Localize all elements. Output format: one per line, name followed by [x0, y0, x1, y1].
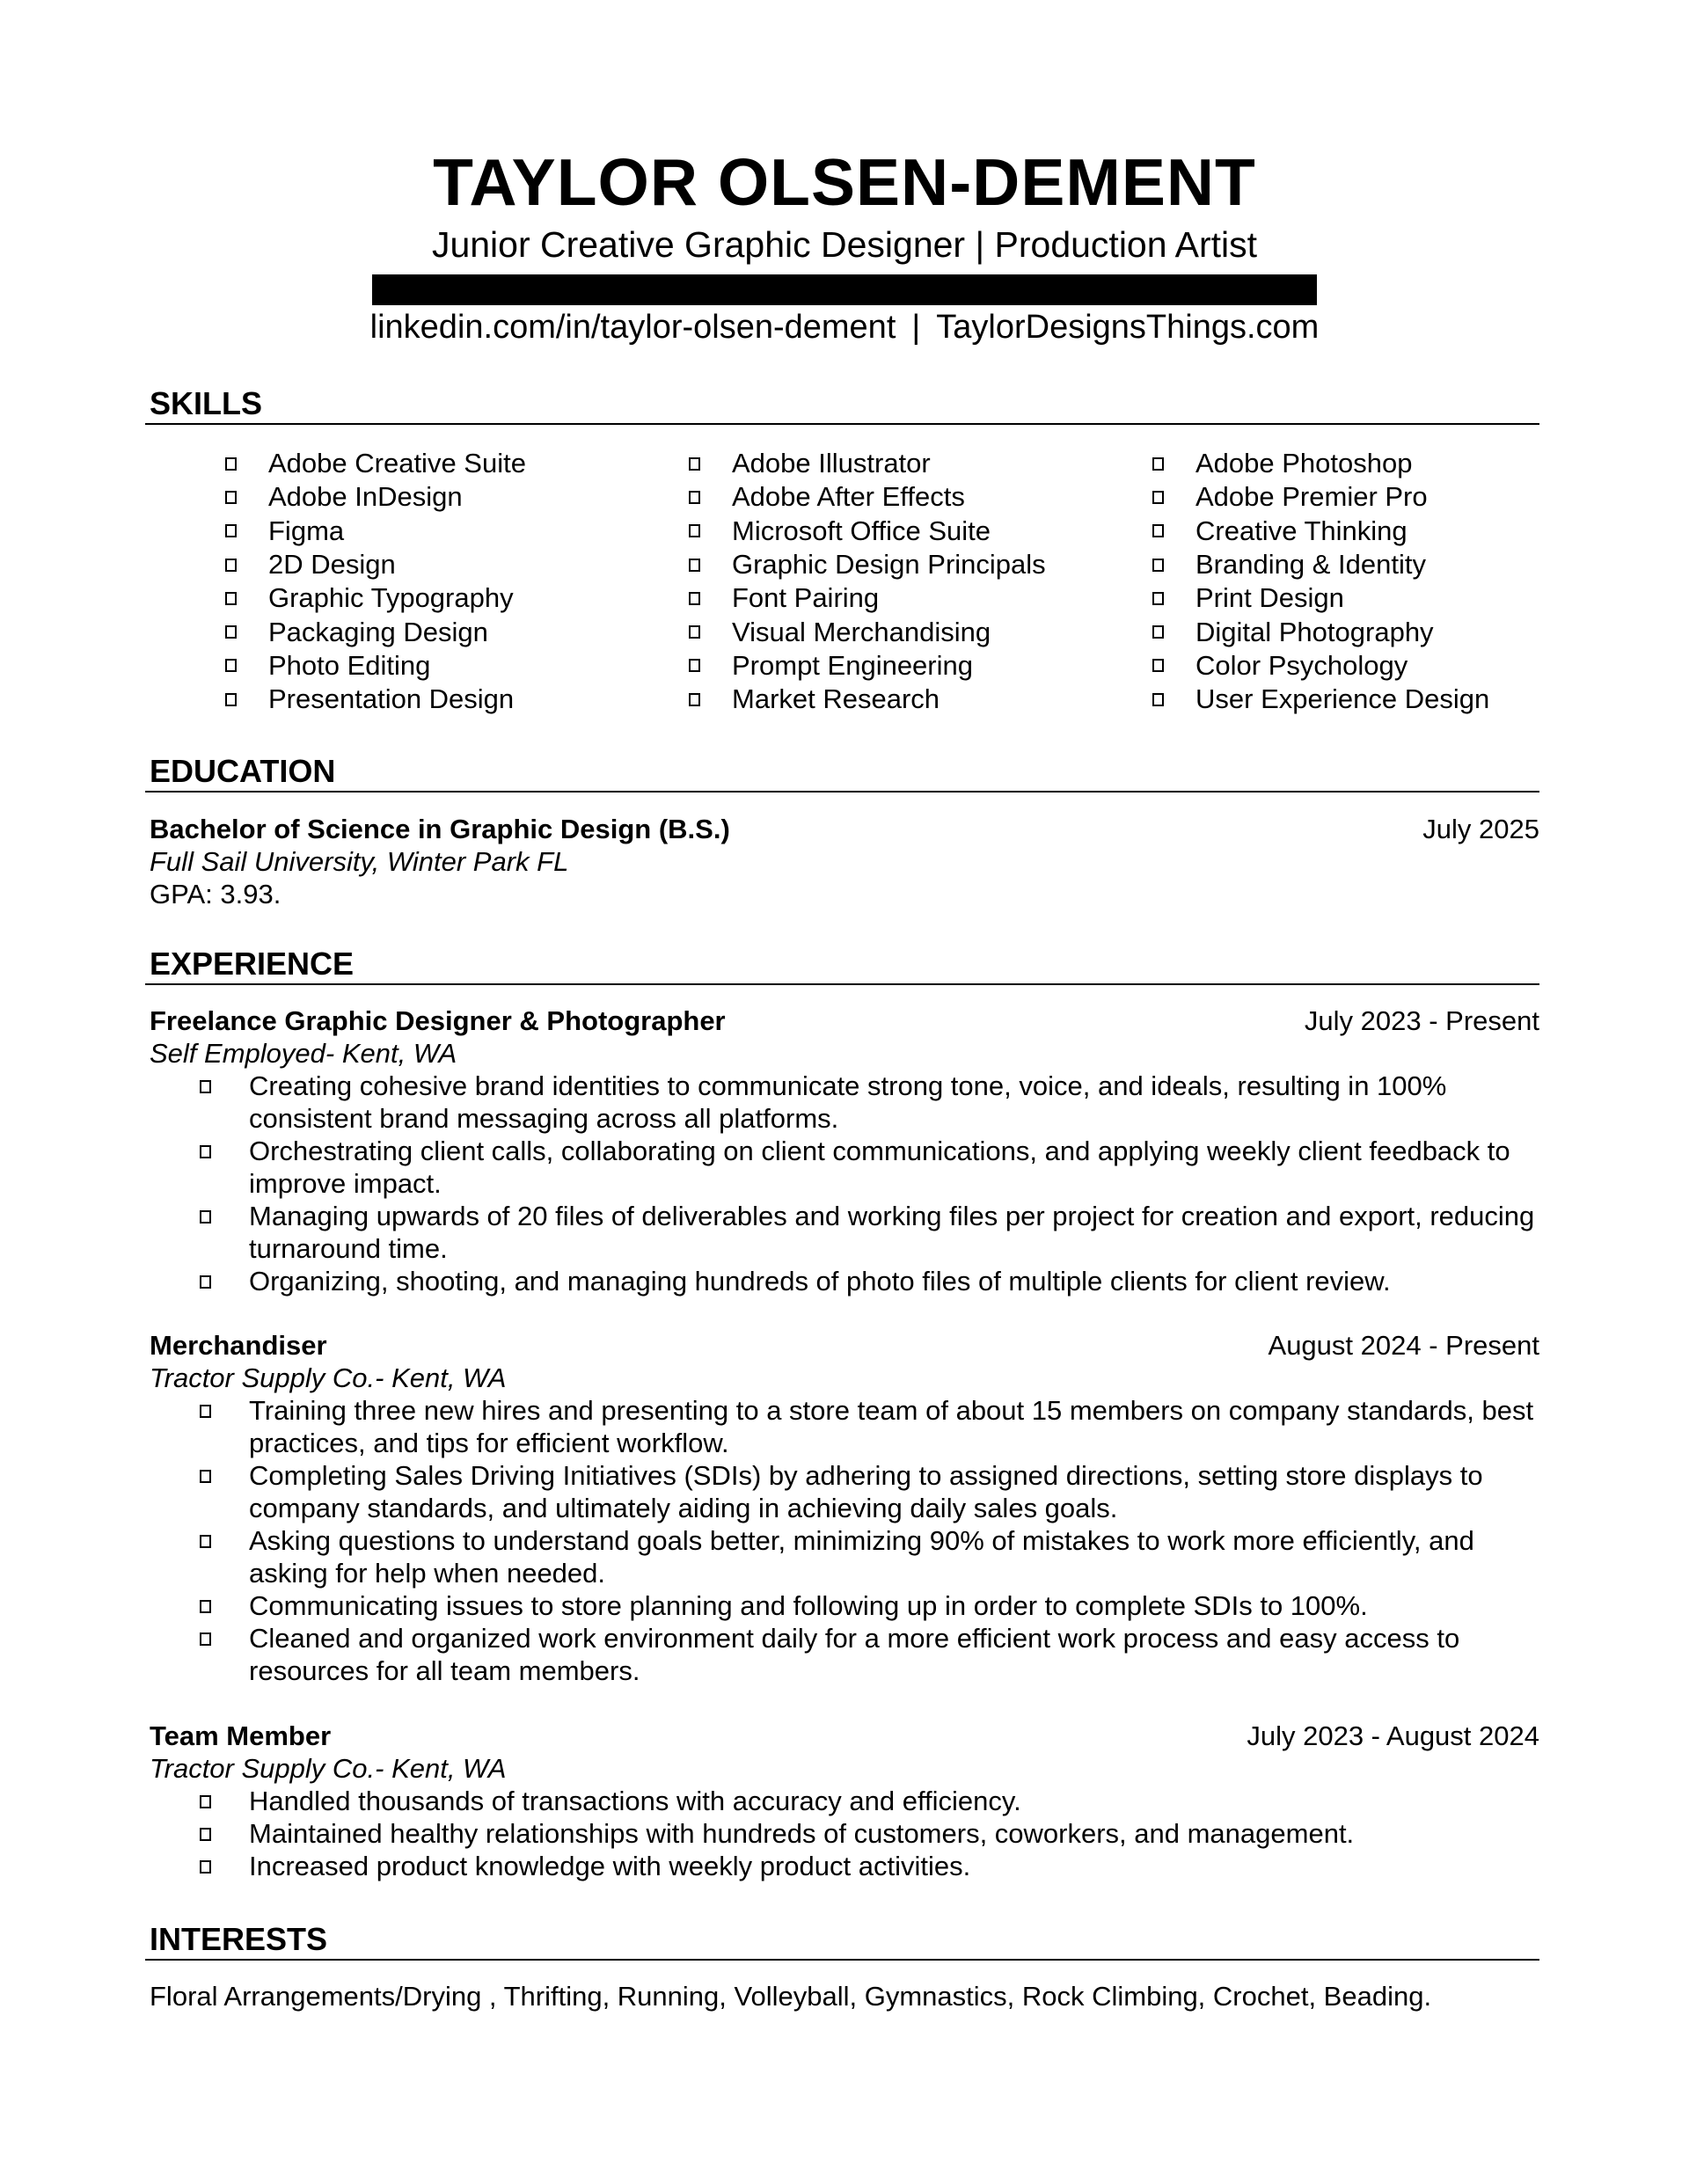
header-divider-bar — [372, 274, 1317, 305]
checkbox-icon — [200, 1535, 211, 1548]
checkbox-icon — [200, 1080, 211, 1093]
interests-heading: INTERESTS — [150, 1921, 328, 1957]
skills-column-1 — [225, 447, 526, 716]
bullet-item: Cleaned and organized work environment daily for a more efficient work process and easy access to resources for all team members. — [200, 1622, 1537, 1687]
skill-item: Figma — [225, 515, 526, 548]
job-company: Tractor Supply Co.- Kent, WA — [150, 1362, 507, 1393]
skill-item: Photo Editing — [225, 649, 526, 683]
checkbox-icon — [225, 659, 237, 672]
checkbox-icon — [689, 524, 700, 537]
skill-item: Adobe Creative Suite — [225, 447, 526, 480]
checkbox-icon — [200, 1470, 211, 1483]
bullet-item: Organizing, shooting, and managing hundreds of photo files of multiple clients for client review. — [200, 1265, 1537, 1297]
checkbox-icon — [225, 524, 237, 537]
checkbox-icon — [225, 491, 237, 504]
job-title-subtitle: Junior Creative Graphic Designer | Production Artist — [431, 224, 1258, 265]
job-bullets — [200, 1070, 1537, 1297]
skill-item: Graphic Design Principals — [689, 548, 1046, 581]
checkbox-icon — [1152, 524, 1164, 537]
candidate-name: TAYLOR OLSEN-DEMENT — [433, 145, 1256, 219]
checkbox-icon — [1152, 559, 1164, 572]
skill-item: Market Research — [689, 683, 1046, 716]
education-rule — [145, 791, 1539, 793]
checkbox-icon — [689, 559, 700, 572]
skills-column-3 — [1152, 447, 1489, 716]
job-date: August 2024 - Present — [1268, 1330, 1539, 1361]
bullet-item: Asking questions to understand goals better, minimizing 90% of mistakes to work more efficiently, and asking for help when needed. — [200, 1524, 1537, 1589]
job-title: Team Member — [150, 1720, 332, 1751]
checkbox-icon — [225, 592, 237, 605]
checkbox-icon — [689, 592, 700, 605]
checkbox-icon — [200, 1633, 211, 1646]
bullet-item: Handled thousands of transactions with accuracy and efficiency. — [200, 1785, 1537, 1817]
skill-item: Color Psychology — [1152, 649, 1489, 683]
checkbox-icon — [689, 625, 700, 639]
job-title: Freelance Graphic Designer & Photographer — [150, 1005, 726, 1036]
job-bullets — [200, 1394, 1537, 1687]
checkbox-icon — [200, 1828, 211, 1841]
skills-heading: SKILLS — [150, 385, 263, 421]
checkbox-icon — [225, 457, 237, 471]
skill-item: Font Pairing — [689, 581, 1046, 615]
checkbox-icon — [225, 625, 237, 639]
job-company: Self Employed- Kent, WA — [150, 1038, 457, 1069]
checkbox-icon — [689, 457, 700, 471]
checkbox-icon — [200, 1405, 211, 1418]
job-bullets — [200, 1785, 1537, 1882]
checkbox-icon — [200, 1210, 211, 1223]
interests-text: Floral Arrangements/Drying , Thrifting, Running, Volleyball, Gymnastics, Rock Climbing, Crochet, Beading. — [150, 1981, 1432, 2012]
checkbox-icon — [1152, 659, 1164, 672]
job-title: Merchandiser — [150, 1330, 327, 1361]
website-link[interactable]: TaylorDesignsThings.com — [936, 309, 1320, 346]
skill-item: Adobe Photoshop — [1152, 447, 1489, 480]
checkbox-icon — [1152, 592, 1164, 605]
checkbox-icon — [200, 1795, 211, 1808]
contact-separator: | — [911, 309, 921, 346]
skill-item: Presentation Design — [225, 683, 526, 716]
degree-title: Bachelor of Science in Graphic Design (B.S.) — [150, 814, 730, 844]
checkbox-icon — [689, 693, 700, 706]
contact-line — [0, 303, 1689, 352]
bullet-item: Orchestrating client calls, collaborating on client communications, and applying weekly client feedback to improve impact. — [200, 1135, 1537, 1200]
bullet-item: Training three new hires and presenting to a store team of about 15 members on company standards, best practices, and tips for efficient workflow. — [200, 1394, 1537, 1459]
bullet-item: Communicating issues to store planning and following up in order to complete SDIs to 100%. — [200, 1589, 1537, 1622]
job-date: July 2023 - August 2024 — [1247, 1720, 1539, 1751]
gpa: GPA: 3.93. — [150, 879, 282, 909]
skills-column-2 — [689, 447, 1046, 716]
job-company: Tractor Supply Co.- Kent, WA — [150, 1753, 507, 1784]
school-name: Full Sail University, Winter Park FL — [150, 846, 569, 877]
bullet-item: Completing Sales Driving Initiatives (SDIs) by adhering to assigned directions, setting store displays to company standards, and ultimately aiding in achieving daily sales goals. — [200, 1459, 1537, 1524]
checkbox-icon — [1152, 625, 1164, 639]
checkbox-icon — [200, 1600, 211, 1613]
skill-item: Packaging Design — [225, 615, 526, 648]
checkbox-icon — [200, 1860, 211, 1874]
skill-item: Graphic Typography — [225, 581, 526, 615]
bullet-item: Creating cohesive brand identities to communicate strong tone, voice, and ideals, resulting in 100% consistent brand messaging across all platforms. — [200, 1070, 1537, 1135]
skill-item: Digital Photography — [1152, 615, 1489, 648]
checkbox-icon — [1152, 457, 1164, 471]
education-date: July 2025 — [1422, 814, 1539, 844]
checkbox-icon — [200, 1145, 211, 1158]
bullet-item: Maintained healthy relationships with hundreds of customers, coworkers, and management. — [200, 1817, 1537, 1850]
skill-item: User Experience Design — [1152, 683, 1489, 716]
checkbox-icon — [689, 491, 700, 504]
skill-item: Microsoft Office Suite — [689, 515, 1046, 548]
checkbox-icon — [200, 1275, 211, 1289]
checkbox-icon — [1152, 491, 1164, 504]
skill-item: Adobe Premier Pro — [1152, 480, 1489, 514]
skill-item: Visual Merchandising — [689, 615, 1046, 648]
checkbox-icon — [225, 693, 237, 706]
skills-rule — [145, 423, 1539, 425]
checkbox-icon — [689, 659, 700, 672]
skill-item: Prompt Engineering — [689, 649, 1046, 683]
skill-item: Adobe InDesign — [225, 480, 526, 514]
job-date: July 2023 - Present — [1304, 1005, 1539, 1036]
interests-rule — [145, 1959, 1539, 1961]
skill-item: Branding & Identity — [1152, 548, 1489, 581]
experience-rule — [145, 983, 1539, 985]
linkedin-link[interactable]: linkedin.com/in/taylor-olsen-dement — [369, 309, 896, 346]
checkbox-icon — [1152, 693, 1164, 706]
bullet-item: Increased product knowledge with weekly product activities. — [200, 1850, 1537, 1882]
education-heading: EDUCATION — [150, 753, 336, 789]
bullet-item: Managing upwards of 20 files of deliverables and working files per project for creation and export, reducing turnaround time. — [200, 1200, 1537, 1265]
skill-item: Creative Thinking — [1152, 515, 1489, 548]
skill-item: Adobe Illustrator — [689, 447, 1046, 480]
checkbox-icon — [225, 559, 237, 572]
skill-item: Adobe After Effects — [689, 480, 1046, 514]
skill-item: 2D Design — [225, 548, 526, 581]
experience-heading: EXPERIENCE — [150, 946, 355, 982]
skill-item: Print Design — [1152, 581, 1489, 615]
